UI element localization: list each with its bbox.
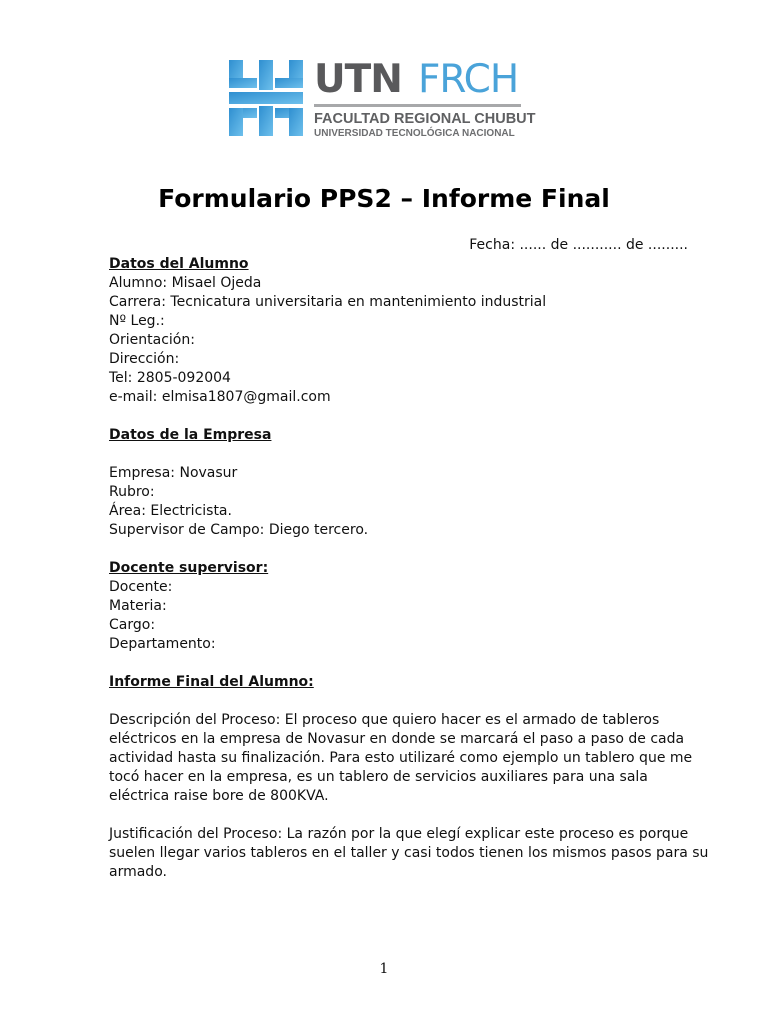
field-legajo: Nº Leg.: [109,313,165,329]
logo-utn: UTN [314,57,402,102]
field-supervisor: Supervisor de Campo: Diego tercero. [109,522,369,538]
page-number: 1 [379,961,389,977]
section-heading-empresa: Datos de la Empresa [109,427,272,443]
date-line: Fecha: ...... de ........... de ......... [469,237,688,253]
field-tel: Tel: 2805-092004 [109,370,231,386]
section-heading-informe: Informe Final del Alumno: [109,674,314,690]
descripcion-line: tocó hacer en la empresa, es un tablero de servicios auxiliares para una sala [109,769,648,785]
descripcion-line: actividad hasta su finalización. Para esto utilizaré como ejemplo un tablero que me [109,750,693,766]
section-heading-alumno: Datos del Alumno [109,256,249,272]
document-title: Formulario PPS2 – Informe Final [158,184,610,213]
field-materia: Materia: [109,598,167,614]
justificacion-line: suelen llegar varios tableros en el taller y casi todos tienen los mismos pasos para su [109,845,709,861]
field-area: Área: Electricista. [109,503,232,519]
section-heading-docente: Docente supervisor: [109,560,269,576]
logo-subtitle-regional: FACULTAD REGIONAL CHUBUT [314,111,536,127]
descripcion-line: eléctrica raise bore de 800KVA. [109,788,329,804]
logo-subtitle-university: UNIVERSIDAD TECNOLÓGICA NACIONAL [314,128,515,139]
descripcion-line: Descripción del Proceso: El proceso que quiero hacer es el armado de tableros [109,712,660,728]
descripcion-line: eléctricos en la empresa de Novasur en donde se marcará el paso a paso de cada [109,731,685,747]
logo-frch: FRCH [418,57,519,102]
field-docente: Docente: [109,579,173,595]
field-email: e-mail: elmisa1807@gmail.com [109,389,331,405]
field-carrera: Carrera: Tecnicatura universitaria en mantenimiento industrial [109,294,547,310]
field-rubro: Rubro: [109,484,155,500]
utn-frch-logo [229,57,536,142]
logo-divider [314,104,521,107]
field-departamento: Departamento: [109,636,216,652]
utn-emblem-icon [229,60,303,136]
field-alumno: Alumno: Misael Ojeda [109,275,262,291]
field-orientacion: Orientación: [109,332,195,348]
field-direccion: Dirección: [109,351,180,367]
form-content [109,255,709,882]
field-cargo: Cargo: [109,617,156,633]
field-empresa: Empresa: Novasur [109,465,238,481]
justificacion-line: Justificación del Proceso: La razón por la que elegí explicar este proceso es porque [109,826,689,842]
justificacion-line: armado. [109,864,167,880]
